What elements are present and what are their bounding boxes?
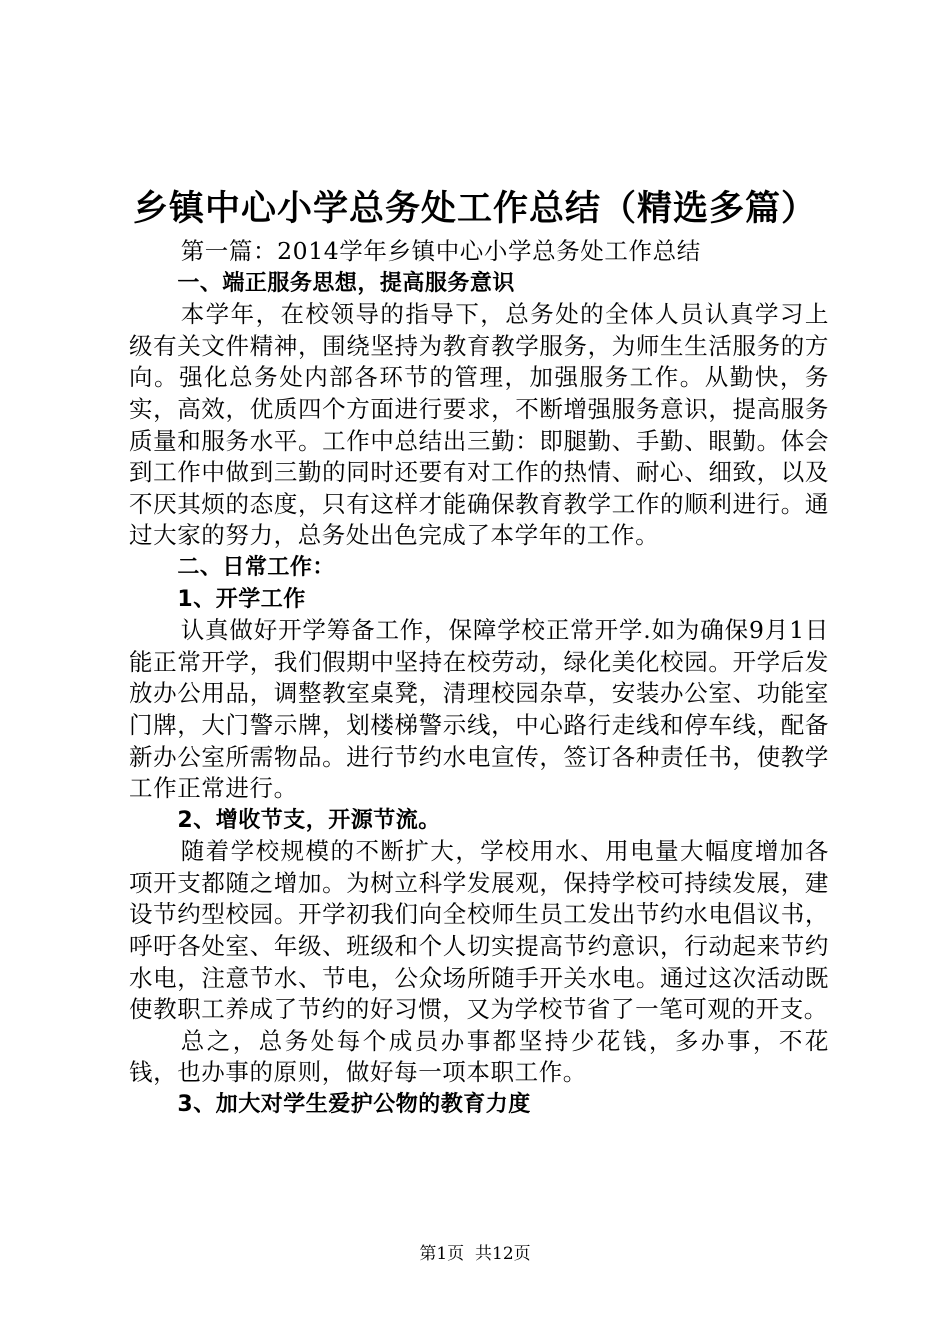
section-heading: 一、端正服务思想，提高服务意识: [177, 270, 515, 296]
document-body: [129, 236, 829, 1121]
section-heading: 2、增收节支，开源节流。: [177, 807, 441, 833]
section-heading: 二、日常工作：: [177, 554, 335, 580]
body-paragraph: 总之，总务处每个成员办事都坚持少花钱，多办事，不花钱，也办事的原则，做好每一项本职工作。: [129, 1026, 829, 1087]
document-title: 乡镇中心小学总务处工作总结（精选多篇）: [132, 189, 817, 229]
section-heading: 3、加大对学生爱护公物的教育力度: [177, 1092, 531, 1118]
body-paragraph: 认真做好开学筹备工作，保障学校正常开学.如为确保9月1日能正常开学，我们假期中坚持在校劳动，绿化美化校园。开学后发放办公用品，调整教室桌凳，清理校园杂草，安装办公室、功能室门牌，大门警示牌，划楼梯警示线，中心路行走线和停车线，配备新办公室所需物品。进行节约水电宣传，签订各种责任书，使教学工作正常进行。: [129, 616, 829, 803]
page-number: 第1页: [419, 1244, 465, 1264]
page-footer: [0, 1243, 950, 1265]
body-paragraph: 本学年，在校领导的指导下，总务处的全体人员认真学习上级有关文件精神，围绕坚持为教育教学服务，为师生生活服务的方向。强化总务处内部各环节的管理，加强服务工作。从勤快，务实，高效，优质四个方面进行要求，不断增强服务意识，提高服务质量和服务水平。工作中总结出三勤：即腿勤、手勤、眼勤。体会到工作中做到三勤的同时还要有对工作的热情、耐心、细致，以及不厌其烦的态度，只有这样才能确保教育教学工作的顺利进行。通过大家的努力，总务处出色完成了本学年的工作。: [129, 300, 829, 550]
section-heading: 1、开学工作: [177, 586, 306, 612]
body-paragraph: 第一篇：2014学年乡镇中心小学总务处工作总结: [180, 237, 701, 265]
page-total: 共12页: [475, 1244, 531, 1264]
body-paragraph: 随着学校规模的不断扩大，学校用水、用电量大幅度增加各项开支都随之增加。为树立科学发展观，保持学校可持续发展，建设节约型校园。开学初我们向全校师生员工发出节约水电倡议书，呼吁各处室、年级、班级和个人切实提高节约意识，行动起来节约水电，注意节水、节电，公众场所随手开关水电。通过这次活动既使教职工养成了节约的好习惯，又为学校节省了一笔可观的开支。: [129, 837, 829, 1024]
